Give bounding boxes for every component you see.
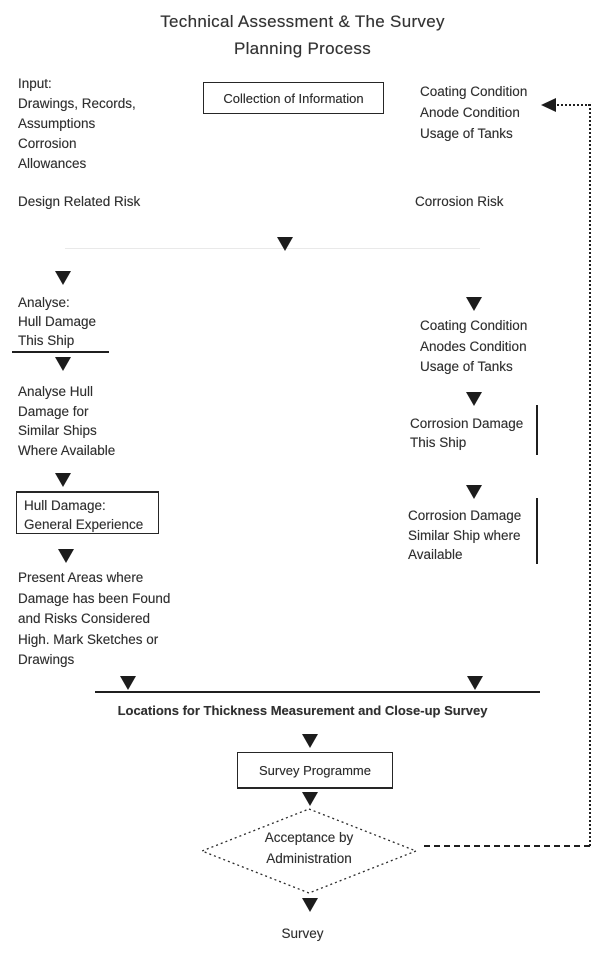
text-line: General Experience (24, 517, 144, 532)
node-coating-condition-top (420, 81, 527, 144)
page-title (0, 8, 605, 62)
arrow-down-icon (466, 297, 482, 311)
arrow-down-icon (55, 473, 71, 487)
arrow-down-icon (466, 485, 482, 499)
node-analyse-similar-ships (18, 382, 115, 460)
text-line: Input: (18, 76, 52, 91)
arrow-left-icon (541, 98, 556, 112)
text-line: Anode Condition (420, 105, 520, 120)
arrow-down-icon (302, 792, 318, 806)
box-label: Survey Programme (259, 762, 371, 778)
convergence-line (95, 691, 540, 693)
text-line: Corrosion Risk (415, 194, 504, 209)
text-line: Locations for Thickness Measurement and Close-up Survey (117, 703, 488, 718)
bracket-line (536, 498, 538, 564)
underline (12, 351, 109, 353)
text-line: Damage for (18, 403, 89, 419)
bracket-line (536, 405, 538, 455)
text-line: Drawings (18, 652, 75, 667)
arrow-down-icon (120, 676, 136, 690)
title-line-2: Planning Process (233, 39, 372, 58)
arrow-down-icon (277, 237, 293, 251)
arrow-down-icon (58, 549, 74, 563)
text-line: Assumptions (18, 116, 96, 131)
hull-damage-box (16, 491, 159, 534)
text-line: Analyse Hull (18, 384, 94, 399)
feedback-line-bottom (424, 845, 590, 847)
arrow-down-icon (302, 898, 318, 912)
collection-of-information-box (203, 82, 384, 114)
node-acceptance-by-administration (198, 827, 420, 869)
feedback-line-right (589, 104, 591, 846)
text-line: High. Mark Sketches or (18, 631, 159, 647)
node-coating-condition-mid (420, 316, 527, 378)
box-label: Collection of Information (223, 90, 364, 106)
text-line: Damage has been Found (18, 590, 171, 606)
text-line: Present Areas where (18, 570, 144, 585)
text-line: This Ship (18, 333, 75, 348)
node-locations-heading (0, 701, 605, 721)
text-line: Coating Condition (420, 318, 528, 333)
arrow-down-icon (302, 734, 318, 748)
node-survey (0, 924, 605, 944)
node-present-areas (18, 568, 170, 671)
text-line: Administration (266, 851, 352, 866)
arrow-down-icon (55, 271, 71, 285)
text-line: Corrosion Damage (410, 416, 524, 431)
text-line: Analyse: (18, 295, 70, 310)
text-line: Acceptance by (264, 830, 354, 845)
survey-programme-box (237, 752, 393, 789)
text-line: Survey (281, 926, 324, 941)
text-line: Coating Condition (420, 84, 528, 99)
node-input-block (18, 74, 136, 174)
text-line: Where Available (18, 442, 116, 458)
text-line: Available (408, 547, 463, 562)
node-analyse-this-ship (18, 293, 96, 350)
text-line: Drawings, Records, (18, 96, 136, 111)
text-line: Corrosion (18, 136, 77, 151)
text-line: Usage of Tanks (420, 126, 513, 141)
title-line-1: Technical Assessment & The Survey (160, 12, 445, 31)
text-line: Hull Damage (18, 314, 97, 329)
text-line: and Risks Considered (18, 611, 151, 626)
node-corrosion-damage-this-ship (410, 414, 523, 452)
text-line: Hull Damage: (24, 498, 106, 513)
text-line: Design Related Risk (18, 194, 141, 209)
text-line: Similar Ship where (408, 527, 521, 543)
text-line: Allowances (18, 156, 87, 171)
connector-line-faint (65, 248, 480, 249)
arrow-down-icon (466, 392, 482, 406)
text-line: Similar Ships (18, 423, 97, 438)
text-line: This Ship (410, 435, 467, 450)
node-corrosion-risk (415, 192, 504, 212)
text-line: Anodes Condition (420, 338, 527, 354)
node-hull-damage-general (24, 496, 143, 534)
text-line: Usage of Tanks (420, 359, 513, 374)
node-corrosion-damage-similar (408, 506, 521, 565)
feedback-line-top (554, 104, 590, 106)
node-design-related-risk (18, 192, 140, 212)
arrow-down-icon (55, 357, 71, 371)
arrow-down-icon (467, 676, 483, 690)
text-line: Corrosion Damage (408, 508, 522, 523)
